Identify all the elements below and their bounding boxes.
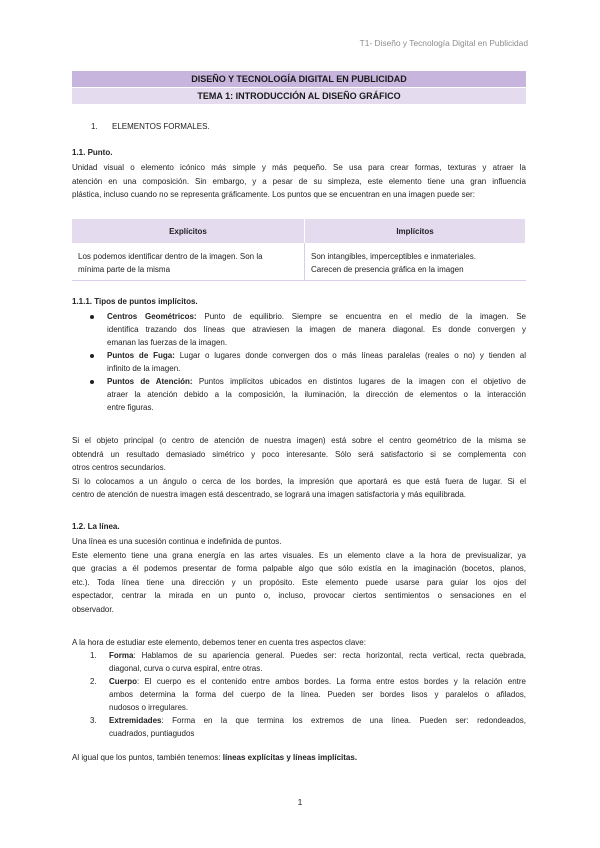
list-item-text: Lugar o lugares donde convergen dos o más líneas paralelas (reales o no) y tienden al <box>174 351 526 360</box>
list-item-text: : El cuerpo es el contenido entre ambos bordes. La forma entre estos bordes y la relación entre <box>137 677 526 686</box>
text-line: nudosos o irregulares. <box>109 703 189 712</box>
list-item-term: Forma <box>109 651 134 660</box>
page-number: 1 <box>297 797 303 807</box>
heading-punto: 1.1. Punto. <box>72 148 113 157</box>
list-item <box>90 375 526 414</box>
cell-line: Carecen de presencia gráfica en la imagen <box>311 264 464 274</box>
numbered-list-aspectos <box>90 649 526 740</box>
list-item-text: Punto de equilibrio. Siempre se encuentra en el medio de la imagen. Se <box>196 312 526 321</box>
list-item <box>90 310 526 349</box>
text-line: otros centros secundarios. <box>72 463 166 472</box>
list-item <box>90 349 526 375</box>
text-line: Si lo colocamos a un ángulo o cerca de los bordes, la impresión que aportará es que está fuera de lugar. Si el <box>72 476 526 486</box>
cell-line: mínima parte de la misma <box>78 264 171 274</box>
table-cell-explicitos <box>72 243 305 281</box>
closing-emphasis: líneas explícitas y líneas implícitas. <box>222 753 358 762</box>
paragraph-punto <box>72 161 526 202</box>
list-marker: 3. <box>90 716 97 725</box>
list-item-text: : Hablamos de su apariencia general. Puedes ser: recta horizontal, recta vertical, recta quebrada, <box>133 651 526 660</box>
bullet-icon <box>90 380 94 384</box>
aspectos-intro: A la hora de estudiar este elemento, debemos tener en cuenta tres aspectos clave: <box>72 638 366 647</box>
text-line: Unidad visual o elemento icónico más simple y más pequeño. Se usa para crear formas, texturas y atraer la <box>72 163 526 172</box>
text-line: atención en una composición. Sin embargo, y a pesar de su simpleza, este elemento tiene una gran influencia <box>72 176 526 186</box>
text-line: centro de atención de nuestra imagen está descentrado, se logrará una imagen satisfactoria y más equilibrada. <box>72 490 467 499</box>
title-band-course: DISEÑO Y TECNOLOGÍA DIGITAL EN PUBLICIDAD <box>72 71 526 87</box>
text-line: infinito de la imagen. <box>107 364 181 373</box>
list-item-term: Centros Geométricos: <box>107 312 197 321</box>
running-header: T1- Diseño y Tecnología Digital en Publicidad <box>359 38 528 48</box>
text-line: atraer la atención debido a la composición, la iluminación, la dirección de elementos o la interacción <box>107 390 526 399</box>
bullet-list-tipos <box>90 310 526 414</box>
list-marker: 2. <box>90 677 97 686</box>
section-title: ELEMENTOS FORMALES. <box>112 122 210 131</box>
text-line: etc.). Toda línea tiene una dirección y un propósito. Este elemento puede usarse para guiar los ojos del <box>72 577 526 587</box>
list-marker: 1. <box>90 651 97 660</box>
text-line: que gracias a él podemos presentar de forma palpable algo que sólo existía en la imaginación (bocetos, planos, <box>72 564 526 573</box>
cell-line: Son intangibles, imperceptibles e inmateriales. <box>311 252 476 261</box>
heading-tipos: 1.1.1. Tipos de puntos implícitos. <box>72 297 198 306</box>
bullet-icon <box>90 315 94 319</box>
text-line: emanan las fuerzas de la imagen. <box>107 338 228 347</box>
points-comparison-table <box>72 219 526 281</box>
text-line: observador. <box>72 604 114 614</box>
text-line: Si el objeto principal (o centro de atención de nuestra imagen) está sobre el centro geométrico de la misma se <box>72 436 526 445</box>
paragraph-linea <box>72 535 526 616</box>
text-line: cuadrados, puntiagudos <box>109 729 195 738</box>
text-line: espectador, centrar la mirada en un punto o, incluso, provocar ciertos sentimientos o sensaciones en el <box>72 591 526 600</box>
text-line: plástica, incluso cuando no se representa gráficamente. Los puntos que se encuentran en una imagen puede ser: <box>72 190 475 199</box>
text-line: ambos determina la forma del cuerpo de la línea. Pueden ser bordes lisos y paralelos o afilados, <box>109 690 526 699</box>
list-item <box>90 649 526 675</box>
list-item-term: Extremidades <box>109 716 162 725</box>
heading-linea: 1.2. La línea. <box>72 522 120 531</box>
closing-text: Al igual que los puntos, también tenemos: <box>72 753 223 762</box>
text-line: Este elemento tiene una grana energía en las artes visuales. Es un elemento clave a la hora de previsualizar, ya <box>72 550 526 560</box>
list-item <box>90 714 526 740</box>
text-line: entre figuras. <box>107 403 154 412</box>
column-header-implicitos: Implícitos <box>305 219 526 243</box>
text-line: diagonal, curva o curva espiral, entre otras. <box>109 664 263 673</box>
text-line: obtendrá un resultado demasiado simétrico y poco interesante. Sólo será satisfactorio si se complementa con <box>72 449 526 459</box>
list-item-term: Puntos de Fuga: <box>107 351 175 360</box>
list-item-term: Cuerpo <box>109 677 137 686</box>
cell-line: Los podemos identificar dentro de la imagen. Son la <box>78 252 263 261</box>
aspectos-closing <box>72 751 526 765</box>
text-line: identifica trazando dos líneas que atraviesen la imagen de manera diagonal. Es donde convergen y <box>107 325 526 334</box>
list-item <box>90 675 526 714</box>
list-item-term: Puntos de Atención: <box>107 377 193 386</box>
title-band-topic: TEMA 1: INTRODUCCIÓN AL DISEÑO GRÁFICO <box>72 88 526 104</box>
bullet-icon <box>90 354 94 358</box>
text-line: Una línea es una sucesión continua e indefinida de puntos. <box>72 537 282 546</box>
paragraph-centro <box>72 434 526 502</box>
list-item-text: : Forma en la que termina los extremos de una línea. Pueden ser: redondeados, <box>161 716 526 725</box>
table-cell-implicitos <box>305 243 526 281</box>
column-header-explicitos: Explícitos <box>72 219 305 243</box>
section-number: 1. <box>91 122 98 131</box>
list-item-text: Puntos implícitos ubicados en distintos lugares de la imagen con el objetivo de <box>192 377 527 386</box>
